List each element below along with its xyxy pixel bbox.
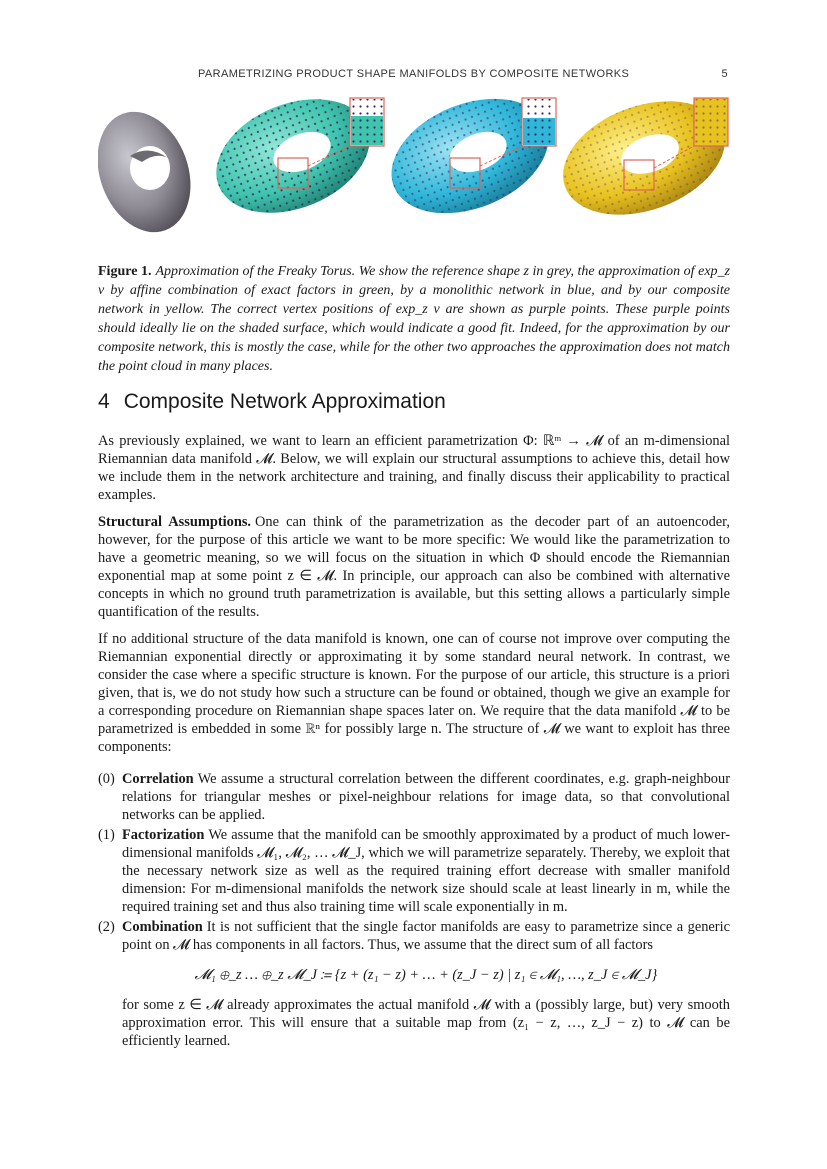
section-title: Composite Network Approximation	[123, 390, 446, 413]
body-text	[98, 432, 730, 1052]
caption-text: Approximation of the Freaky Torus. We show the reference shape z in grey, the approximation of exp_z v by affine combination of exact factors in green, by a monolithic network in blue, and by our composite network in yellow. The correct vertex positions of exp_z v are shown as purple points. These purple points should ideally lie on the shaded surface, which would indicate a good fit. Indeed, for the approximation by our composite network, this is mostly the case, while for the other two approaches the approximation does not match the point cloud in many places.	[98, 264, 730, 374]
paragraph-text: One can think of the parametrization as the decoder part of an autoencoder, however, for the purpose of this article we want to be more specific: We would like the parametrization to have a geometric meaning, so we will focus on the situation in which Φ should encode the Riemannian exponential map at some point z ∈ 𝓜. In principle, our approach can also be combined with alternative concepts in which no ground truth parametrization is available, but this setting allows a particularly simple quantification of the results.	[98, 514, 730, 620]
monolithic-approximation-blue	[374, 96, 565, 235]
item-text: We assume a structural correlation between the different coordinates, e.g. graph-neighbour relations for triangular meshes or pixel-neighbour relations for image data, so that convolutional networks can be applied.	[122, 771, 730, 823]
list-marker: (1)	[98, 827, 115, 843]
list-marker: (2)	[98, 919, 115, 935]
section-heading	[98, 390, 730, 414]
paragraph-structure: If no additional structure of the data manifold is known, one can of course not improve over computing the Riemannian exponential directly or approximating it by some standard neural network. In contrast, we consider the case where a specific structure is known. For the purpose of our article, this structure is a priori given, that is, we do not study how such a structure can be found or obtained, though we give an example for a corresponding procedure on Riemannian shape spaces later on. We require that the data manifold 𝓜 to be parametrized is embedded in some ℝⁿ for possibly large n. The structure of 𝓜 we want to exploit has three components:	[98, 631, 730, 755]
page-number: 5	[721, 68, 728, 80]
composite-approximation-yellow	[547, 96, 730, 236]
paragraph-structural-assumptions	[98, 513, 730, 621]
paragraph-heading: Structural Assumptions.	[98, 514, 252, 530]
running-title: PARAMETRIZING PRODUCT SHAPE MANIFOLDS BY COMPOSITE NETWORKS	[198, 68, 630, 80]
display-equation: 𝓜₁ ⊕_z … ⊕_z 𝓜_J ≔ {z + (z₁ − z) + … + (z_J − z) | z₁ ∈ 𝓜₁, …, z_J ∈ 𝓜_J}	[194, 967, 658, 983]
assumptions-list	[98, 770, 730, 1050]
caption-label: Figure 1.	[98, 264, 152, 279]
item-text: We assume that the manifold can be smoothly approximated by a product of much lower-dimensional manifolds 𝓜₁, 𝓜₂, … 𝓜_J, which we will parametrize separately. Thereby, we exploit that the necessary network size as well as the required training effort decrease with smaller manifold dimension: For m-dimensional manifolds the network size should scale at least linearly in m, while the required training set and thus also training time will scale exponentially in m.	[122, 827, 730, 915]
item-heading: Factorization	[122, 827, 205, 843]
figure-caption	[98, 262, 730, 376]
section-number: 4	[98, 390, 110, 413]
list-item	[98, 770, 730, 824]
list-item	[98, 918, 730, 1050]
item-heading: Correlation	[122, 771, 194, 787]
torus-renderings	[98, 96, 730, 236]
list-marker: (0)	[98, 771, 115, 787]
item-continuation: for some z ∈ 𝓜 already approximates the actual manifold 𝓜 with a (possibly large, but) very smooth approximation error. This will ensure that a suitable map from (z₁ − z, …, z_J − z) to 𝓜 can be efficiently learned.	[122, 997, 730, 1049]
paragraph-intro: As previously explained, we want to learn an efficient parametrization Φ: ℝᵐ → 𝓜 of an m-dimensional Riemannian data manifold 𝓜. Below, we will explain our structural assumptions to achieve this, detail how we include them in the network architecture and training, and finally discuss their applicability to practical examples.	[98, 433, 730, 503]
running-head	[98, 68, 728, 84]
list-item	[98, 826, 730, 916]
item-text: It is not sufficient that the single factor manifolds are easy to parametrize since a generic point on 𝓜 has components in all factors. Thus, we assume that the direct sum of all factors	[122, 919, 730, 953]
reference-shape-grey	[98, 99, 207, 236]
item-heading: Combination	[122, 919, 203, 935]
figure-1	[98, 96, 730, 236]
factors-approximation-green	[199, 96, 386, 234]
